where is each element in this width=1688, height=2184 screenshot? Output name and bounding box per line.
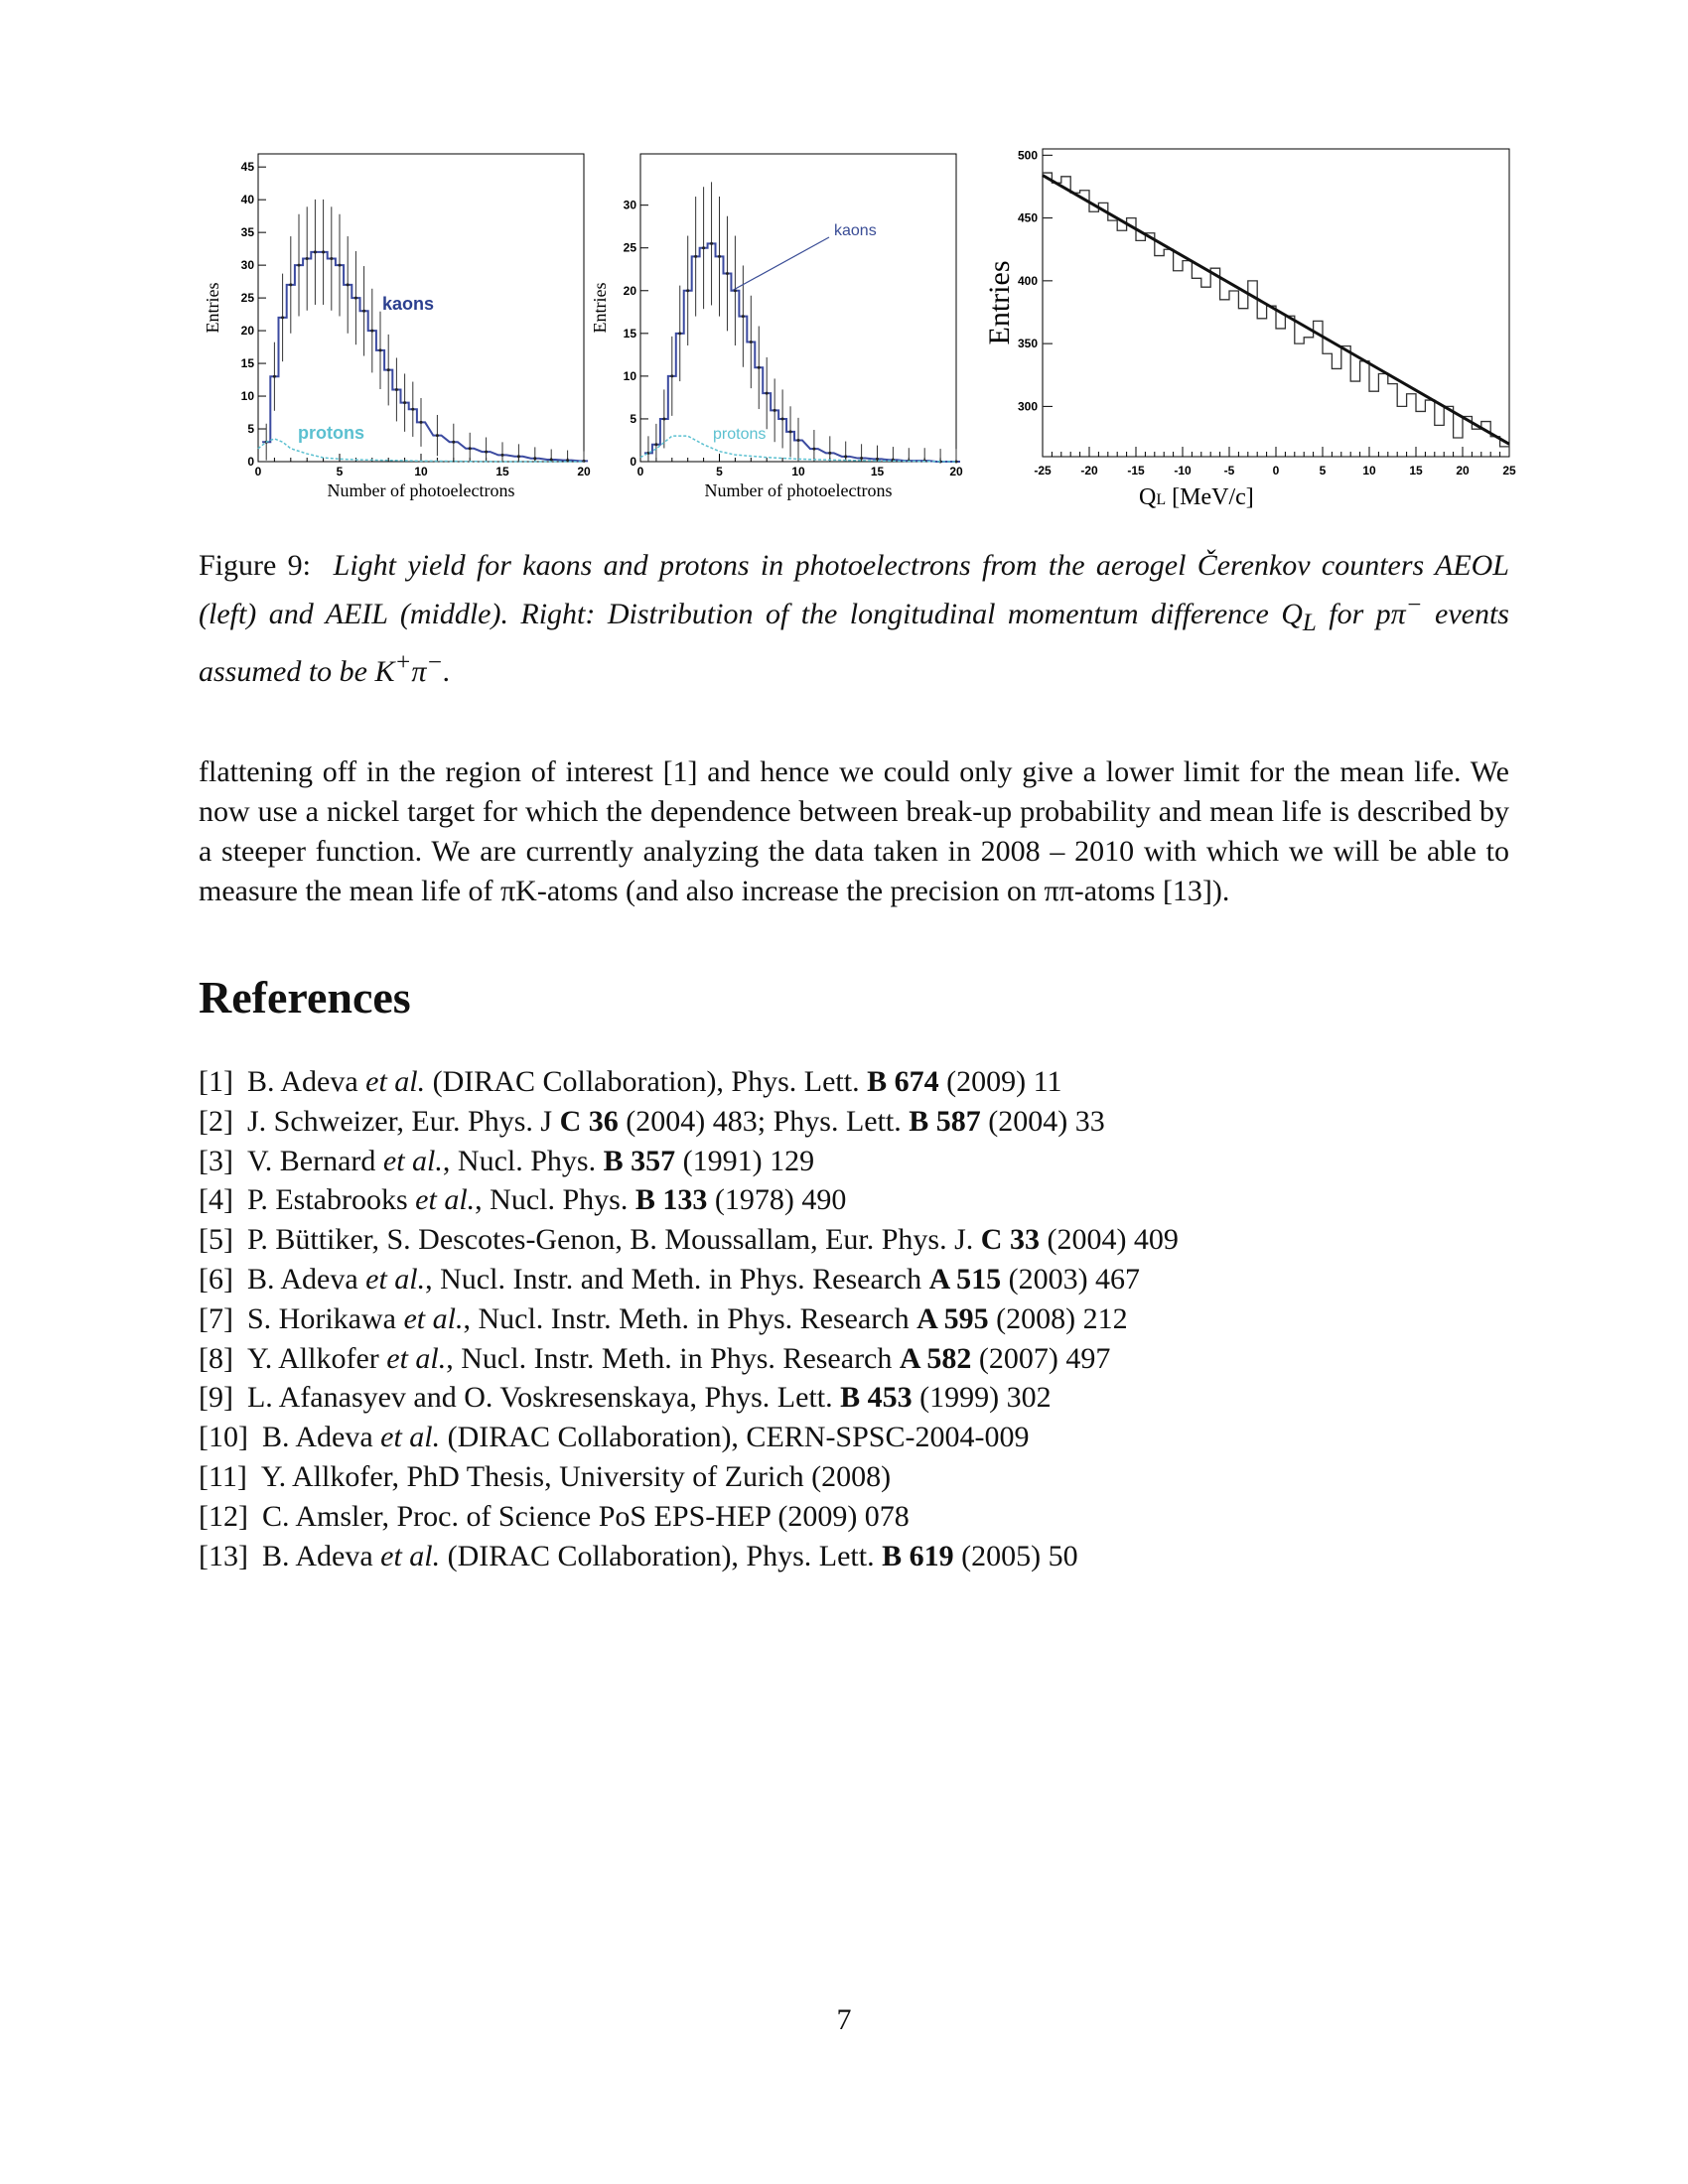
chart-aeol (199, 139, 596, 516)
data-point (781, 417, 784, 420)
y-tick-label: 20 (240, 324, 254, 339)
y-tick-label: 25 (240, 291, 254, 306)
reference-number: [1] (199, 1065, 233, 1098)
y-tick-label: 40 (240, 193, 254, 207)
data-point (828, 452, 831, 455)
x-tick-label: 20 (1456, 464, 1470, 478)
reference-etal: et al. (386, 1341, 447, 1375)
reference-item (199, 1102, 1509, 1142)
x-tick-label: 5 (1319, 464, 1327, 478)
reference-item (199, 1062, 1509, 1102)
reference-number: [13] (199, 1539, 248, 1572)
y-tick-label: 10 (240, 389, 254, 404)
reference-number: [8] (199, 1341, 233, 1375)
kaons-arrow (732, 237, 829, 291)
data-point (420, 421, 423, 424)
y-tick-label: 0 (630, 455, 636, 469)
caption-text-4: π (411, 655, 427, 688)
y-tick-label: 350 (1017, 337, 1038, 351)
references-list (199, 1062, 1509, 1575)
reference-year-page: (2005) 50 (953, 1539, 1078, 1572)
reference-year-page: (2004) 409 (1039, 1223, 1179, 1257)
reference-item (199, 1378, 1509, 1418)
data-point (387, 368, 390, 371)
reference-number: [9] (199, 1381, 233, 1415)
y-tick-label: 10 (623, 368, 636, 383)
x-axis-label: Number of photoelectrons (327, 480, 515, 500)
reference-volume: B 453 (840, 1381, 913, 1415)
y-tick-label: 25 (623, 240, 636, 255)
data-point (436, 434, 439, 437)
x-tick-label: 10 (414, 465, 428, 478)
data-point (686, 289, 689, 292)
protons-label: protons (298, 423, 364, 443)
reference-etal: et al. (415, 1183, 476, 1217)
data-point (750, 341, 753, 343)
x-tick-label: -25 (1034, 464, 1052, 478)
reference-item (199, 1418, 1509, 1457)
y-axis-label: Entries (590, 282, 610, 334)
data-point (670, 374, 673, 377)
x-tick-label: 15 (495, 465, 509, 478)
chart-ql-svg (973, 139, 1529, 521)
data-point (718, 255, 721, 258)
reference-volume: A 515 (928, 1262, 1002, 1296)
caption-lead: Figure 9: (199, 549, 311, 582)
reference-etal: et al. (382, 1144, 443, 1177)
data-point (742, 315, 745, 318)
data-point (330, 257, 333, 260)
reference-volume-2: B 587 (909, 1104, 981, 1138)
reference-authors: B. Adeva (261, 1539, 381, 1572)
data-point (379, 348, 382, 351)
y-tick-label: 35 (240, 225, 254, 240)
reference-item (199, 1260, 1509, 1299)
reference-journal: , Nucl. Phys. (442, 1144, 604, 1177)
y-tick-label: 30 (623, 198, 636, 212)
figure-9 (199, 139, 1529, 521)
x-tick-label: 0 (1272, 464, 1280, 478)
x-tick-label: -15 (1127, 464, 1145, 478)
reference-journal: (DIRAC Collaboration), CERN-SPSC-2004-009 (440, 1421, 1030, 1454)
caption-text-3: events assumed to be K (199, 598, 1509, 688)
data-point (702, 246, 705, 249)
data-point (347, 283, 350, 286)
reference-year-page: (2004) 483; Phys. Lett. (618, 1104, 910, 1138)
reference-volume: C 36 (559, 1104, 619, 1138)
reference-journal: , Nucl. Instr. Meth. in Phys. Research (446, 1341, 900, 1375)
caption-text-1: Light yield for kaons and protons in photoelectrons from the aerogel Čerenkov counters AEOL (left) and AEIL (middle). Right: Distribution of the longitudinal momentum difference Q (199, 549, 1509, 630)
caption-sup-3: − (426, 649, 444, 676)
data-point (844, 455, 847, 458)
reference-journal: (DIRAC Collaboration), Phys. Lett. (425, 1065, 868, 1098)
plot-frame (1043, 149, 1509, 457)
reference-volume: A 582 (899, 1341, 972, 1375)
data-point (726, 272, 729, 275)
reference-authors: J. Schweizer, Eur. Phys. J (246, 1104, 560, 1138)
x-tick-label: 15 (870, 465, 885, 478)
data-point (362, 310, 365, 313)
protons-label: protons (713, 426, 767, 443)
y-tick-label: 15 (240, 356, 254, 371)
data-point (550, 459, 553, 462)
figure-caption (199, 546, 1509, 692)
reference-year-page: (2009) 11 (938, 1065, 1062, 1098)
data-point (281, 316, 284, 319)
reference-number: [6] (199, 1262, 233, 1296)
data-point (273, 375, 276, 378)
reference-year-page: (2003) 467 (1001, 1262, 1141, 1296)
data-point (678, 332, 681, 335)
y-tick-label: 5 (630, 411, 636, 426)
reference-authors: S. Horikawa (246, 1301, 404, 1335)
y-tick-label: 450 (1017, 210, 1038, 225)
reference-authors: Y. Allkofer, PhD Thesis, University of Zurich (2008) (260, 1459, 892, 1493)
reference-authors: B. Adeva (261, 1421, 381, 1454)
x-tick-label: 20 (949, 465, 963, 478)
reference-volume: B 619 (882, 1539, 954, 1572)
data-point (501, 454, 504, 457)
data-point (517, 455, 520, 458)
reference-authors: B. Adeva (246, 1262, 366, 1296)
reference-etal: et al. (403, 1301, 464, 1335)
data-point (370, 330, 373, 333)
reference-etal: et al. (365, 1065, 426, 1098)
y-axis-label: Entries (983, 260, 1016, 345)
x-tick-label: -20 (1080, 464, 1098, 478)
x-axis-label: Number of photoelectrons (704, 480, 893, 500)
caption-text-5: . (443, 655, 451, 688)
reference-etal: et al. (380, 1539, 441, 1572)
y-tick-label: 400 (1017, 273, 1038, 288)
x-axis-label: QL [MeV/c] (1139, 484, 1254, 510)
kaons-label: kaons (834, 222, 877, 239)
data-point (774, 409, 776, 412)
x-tick-label: -5 (1223, 464, 1235, 478)
y-axis-label: Entries (203, 282, 222, 334)
x-tick-label: 15 (1409, 464, 1423, 478)
caption-body (199, 549, 1509, 688)
x-tick-label: -10 (1174, 464, 1192, 478)
reference-number: [3] (199, 1144, 233, 1177)
reference-volume: A 595 (916, 1301, 989, 1335)
data-point (298, 264, 301, 267)
data-point (289, 283, 292, 286)
reference-etal: et al. (380, 1421, 441, 1454)
data-point (533, 457, 536, 460)
x-tick-label: 20 (577, 465, 591, 478)
reference-year-page-2: (2004) 33 (980, 1104, 1105, 1138)
x-tick-label: 25 (1502, 464, 1516, 478)
y-tick-label: 5 (247, 422, 254, 437)
y-tick-label: 15 (623, 326, 636, 341)
reference-authors: C. Amsler, Proc. of Science PoS EPS-HEP (2009) 078 (261, 1499, 910, 1533)
data-point (322, 250, 325, 253)
reference-authors: P. Büttiker, S. Descotes-Genon, B. Moussallam, Eur. Phys. J. (246, 1223, 981, 1257)
reference-volume: B 674 (867, 1065, 939, 1098)
reference-journal: , Nucl. Phys. (475, 1183, 635, 1217)
reference-item (199, 1299, 1509, 1339)
caption-sup-1: − (1405, 592, 1423, 618)
reference-year-page: (1978) 490 (707, 1183, 847, 1217)
data-point (860, 457, 863, 460)
data-point (469, 447, 472, 450)
reference-volume: B 133 (634, 1183, 708, 1217)
kaons-label: kaons (382, 294, 435, 314)
reference-journal: (DIRAC Collaboration), Phys. Lett. (440, 1539, 883, 1572)
reference-item (199, 1220, 1509, 1260)
data-point (789, 430, 792, 433)
reference-number: [5] (199, 1223, 233, 1257)
x-tick-label: 5 (716, 465, 723, 478)
reference-year-page: (2007) 497 (971, 1341, 1111, 1375)
data-point (710, 242, 713, 245)
y-tick-label: 30 (240, 258, 254, 273)
reference-authors: B. Adeva (246, 1065, 366, 1098)
chart-aeil-svg (586, 139, 983, 516)
reference-year-page: (1991) 129 (675, 1144, 815, 1177)
reference-item (199, 1180, 1509, 1220)
reference-authors: Y. Allkofer (246, 1341, 387, 1375)
y-tick-label: 500 (1017, 148, 1038, 163)
kaons-histogram (644, 243, 960, 462)
reference-authors: P. Estabrooks (246, 1183, 416, 1217)
reference-number: [12] (199, 1499, 248, 1533)
data-point (403, 401, 406, 404)
x-tick-label: 0 (636, 465, 644, 478)
x-tick-label: 10 (1362, 464, 1376, 478)
data-point (306, 257, 309, 260)
data-point (654, 443, 657, 446)
reference-item (199, 1142, 1509, 1181)
reference-journal: , Nucl. Instr. and Meth. in Phys. Research (425, 1262, 929, 1296)
ql-fit-line (1043, 176, 1509, 445)
reference-volume: B 357 (603, 1144, 676, 1177)
reference-item (199, 1497, 1509, 1537)
x-tick-label: 5 (336, 465, 344, 478)
x-tick-label: 10 (791, 465, 805, 478)
data-point (452, 441, 455, 444)
chart-aeol-svg (199, 139, 596, 516)
data-point (758, 366, 761, 369)
y-tick-label: 300 (1017, 399, 1038, 414)
y-tick-label: 20 (623, 283, 636, 298)
reference-item (199, 1457, 1509, 1497)
y-tick-label: 45 (240, 160, 254, 175)
reference-item (199, 1339, 1509, 1379)
data-point (485, 451, 488, 454)
reference-number: [11] (199, 1459, 247, 1493)
data-point (314, 250, 317, 253)
data-point (812, 448, 815, 451)
data-point (354, 297, 357, 300)
reference-number: [4] (199, 1183, 233, 1217)
reference-number: [10] (199, 1421, 248, 1454)
reference-item (199, 1537, 1509, 1576)
page-number: 7 (836, 2003, 852, 2036)
reference-volume: C 33 (980, 1223, 1040, 1257)
reference-year-page: (2008) 212 (988, 1301, 1128, 1335)
x-tick-label: 0 (254, 465, 262, 478)
reference-number: [7] (199, 1301, 233, 1335)
reference-etal: et al. (365, 1262, 426, 1296)
data-point (694, 255, 697, 258)
data-point (411, 408, 414, 411)
data-point (797, 439, 800, 442)
references-heading: References (199, 972, 411, 1023)
caption-sub: L (1302, 610, 1317, 636)
chart-aeil (586, 139, 983, 516)
reference-number: [2] (199, 1104, 233, 1138)
reference-authors: L. Afanasyev and O. Voskresenskaya, Phys. Lett. (246, 1381, 841, 1415)
caption-sup-2: + (394, 649, 412, 676)
body-paragraph: flattening off in the region of interest [1] and hence we could only give a lower limit for the mean life. We now use a nickel target for which the dependence between break-up probability and mean life is described by a steeper function. We are currently analyzing the data taken in 2008 – 2010 with which we will be able to measure the mean life of πK-atoms (and also increase the precision on ππ-atoms [13]). (199, 755, 1509, 907)
data-point (339, 264, 342, 267)
reference-year-page: (1999) 302 (912, 1381, 1052, 1415)
data-point (766, 392, 769, 395)
reference-authors: V. Bernard (246, 1144, 383, 1177)
reference-journal: , Nucl. Instr. Meth. in Phys. Research (463, 1301, 917, 1335)
chart-ql (973, 139, 1529, 521)
y-tick-label: 0 (247, 455, 254, 469)
caption-text-2: for pπ (1316, 598, 1406, 630)
data-point (662, 417, 665, 420)
data-point (395, 388, 398, 391)
